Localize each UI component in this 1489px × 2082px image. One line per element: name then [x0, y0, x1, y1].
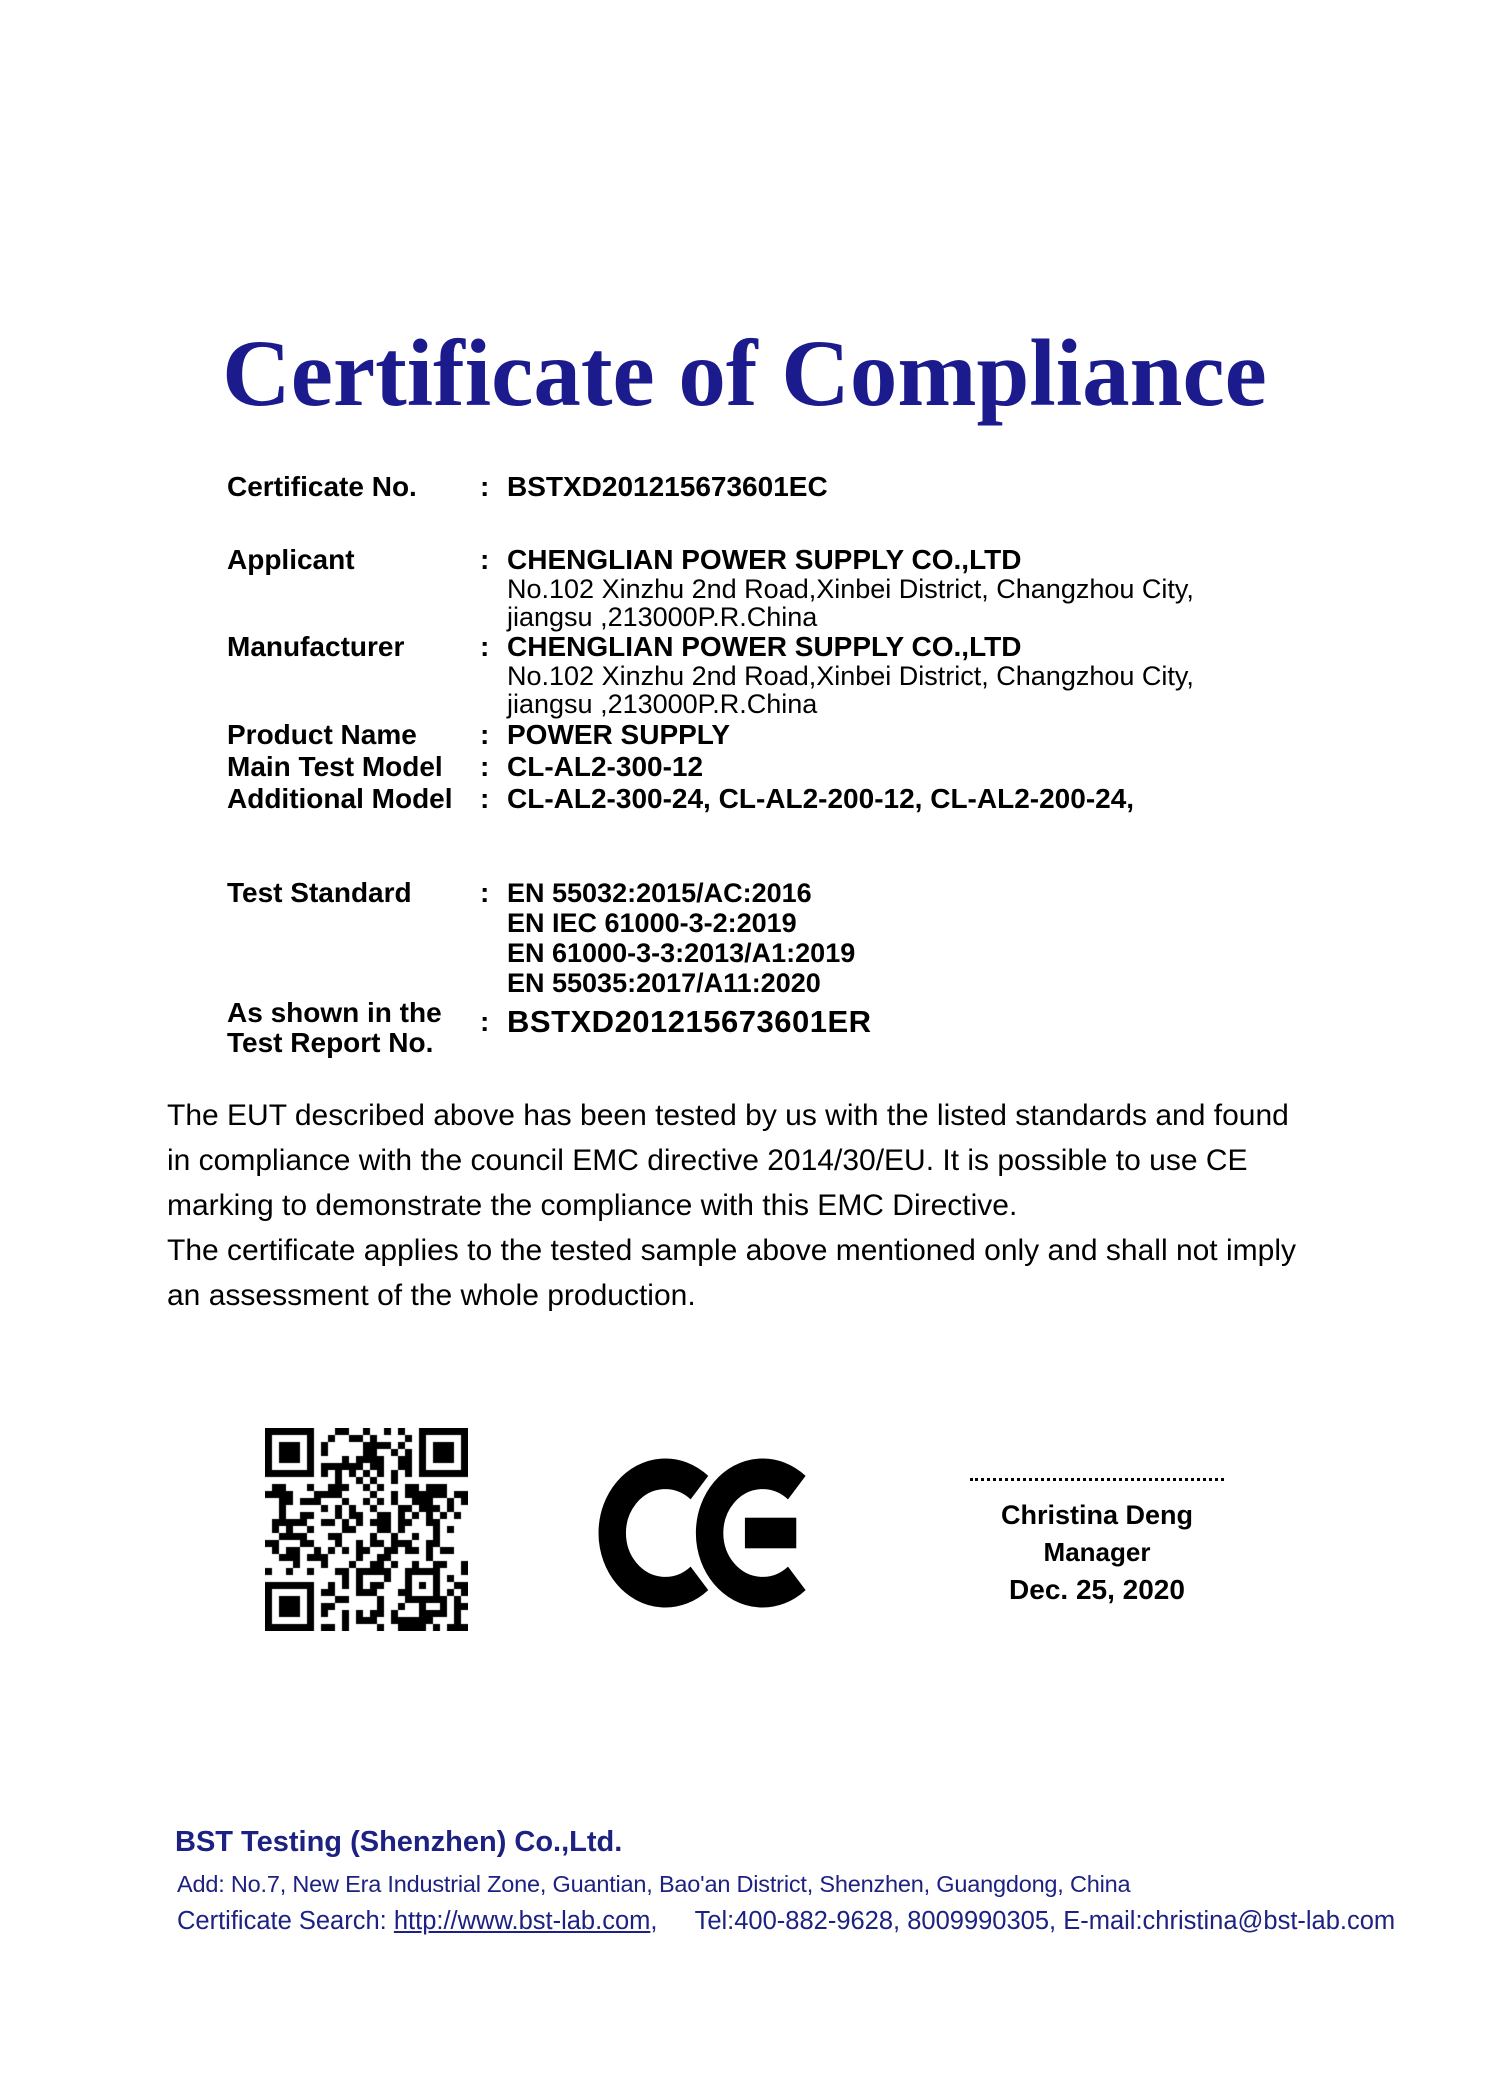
field-colon: :: [480, 877, 490, 908]
field-value: CL-AL2-300-24, CL-AL2-200-12, CL-AL2-200-24,: [507, 783, 1135, 814]
signature-line: [970, 1478, 1224, 1481]
declaration-paragraph: [167, 1093, 1367, 1318]
field-colon: :: [480, 471, 490, 502]
footer-address: Add: No.7, New Era Industrial Zone, Guantian, Bao'an District, Shenzhen, Guangdong, China: [177, 1871, 1131, 1897]
body-text-line: The EUT described above has been tested by us with the listed standards and found: [167, 1099, 1289, 1132]
field-row-main-test-model: [227, 752, 703, 782]
body-text-line: marking to demonstrate the compliance with this EMC Directive.: [167, 1189, 1018, 1222]
field-colon: :: [480, 751, 490, 782]
signature-block: [968, 1478, 1226, 1608]
field-label: Manufacturer: [227, 631, 405, 662]
footer-search-line: [177, 1907, 1395, 1936]
signature-date: Dec. 25, 2020: [1009, 1574, 1185, 1605]
footer-company-name: BST Testing (Shenzhen) Co.,Ltd.: [175, 1826, 623, 1858]
field-colon: :: [480, 544, 490, 575]
search-comma: ,: [650, 1907, 658, 1935]
field-row-additional-model: [227, 784, 1134, 814]
field-value: CHENGLIAN POWER SUPPLY CO.,LTD No.102 Xinzhu 2nd Road,Xinbei District, Changzhou City, jiangsu ,213000P.R.China: [507, 631, 1194, 719]
ce-mark-icon: [598, 1458, 806, 1608]
field-value: POWER SUPPLY: [507, 719, 731, 750]
field-row-manufacturer: [227, 632, 1194, 718]
field-value: BSTXD201215673601EC: [507, 471, 828, 502]
field-value: EN 55032:2015/AC:2016 EN IEC 61000-3-2:2019 EN 61000-3-3:2013/A1:2019 EN 55035:2017/A11:2020: [507, 878, 856, 998]
field-value: BSTXD201215673601ER: [507, 1004, 872, 1039]
field-colon: :: [480, 1006, 490, 1037]
certificate-search-label: Certificate Search:: [177, 1907, 387, 1935]
field-label: Main Test Model: [227, 751, 443, 782]
signatory-title: Manager: [1043, 1537, 1151, 1567]
signatory-name: Christina Deng: [1000, 1500, 1194, 1530]
body-text-line: an assessment of the whole production.: [167, 1279, 696, 1312]
certificate-search-link[interactable]: http://www.bst-lab.com: [393, 1907, 651, 1935]
body-text-line: The certificate applies to the tested sample above mentioned only and shall not imply: [167, 1234, 1296, 1267]
field-colon: :: [480, 783, 490, 814]
footer-contact: Tel:400-882-9628, 8009990305, E-mail:christina@bst-lab.com: [694, 1907, 1396, 1935]
field-row-test-standard: [227, 878, 855, 998]
field-label: Certificate No.: [227, 471, 417, 502]
qr-code: [265, 1428, 468, 1631]
field-row-test-report-no: [227, 998, 872, 1058]
field-label: As shown in the Test Report No.: [227, 997, 442, 1058]
page-title: Certificate of Compliance: [222, 320, 1267, 426]
body-text-line: in compliance with the council EMC directive 2014/30/EU. It is possible to use CE: [167, 1144, 1248, 1177]
field-colon: :: [480, 631, 490, 662]
field-value: CL-AL2-300-12: [507, 751, 704, 782]
field-colon: :: [480, 719, 490, 750]
field-row-product-name: [227, 720, 730, 750]
field-label: Test Standard: [227, 877, 412, 908]
field-label: Applicant: [227, 544, 355, 575]
field-label: Additional Model: [227, 783, 453, 814]
field-value: CHENGLIAN POWER SUPPLY CO.,LTD No.102 Xinzhu 2nd Road,Xinbei District, Changzhou City, jiangsu ,213000P.R.China: [507, 544, 1194, 632]
field-row-applicant: [227, 545, 1194, 631]
field-label: Product Name: [227, 719, 417, 750]
field-row-certificate-no: [227, 472, 828, 502]
